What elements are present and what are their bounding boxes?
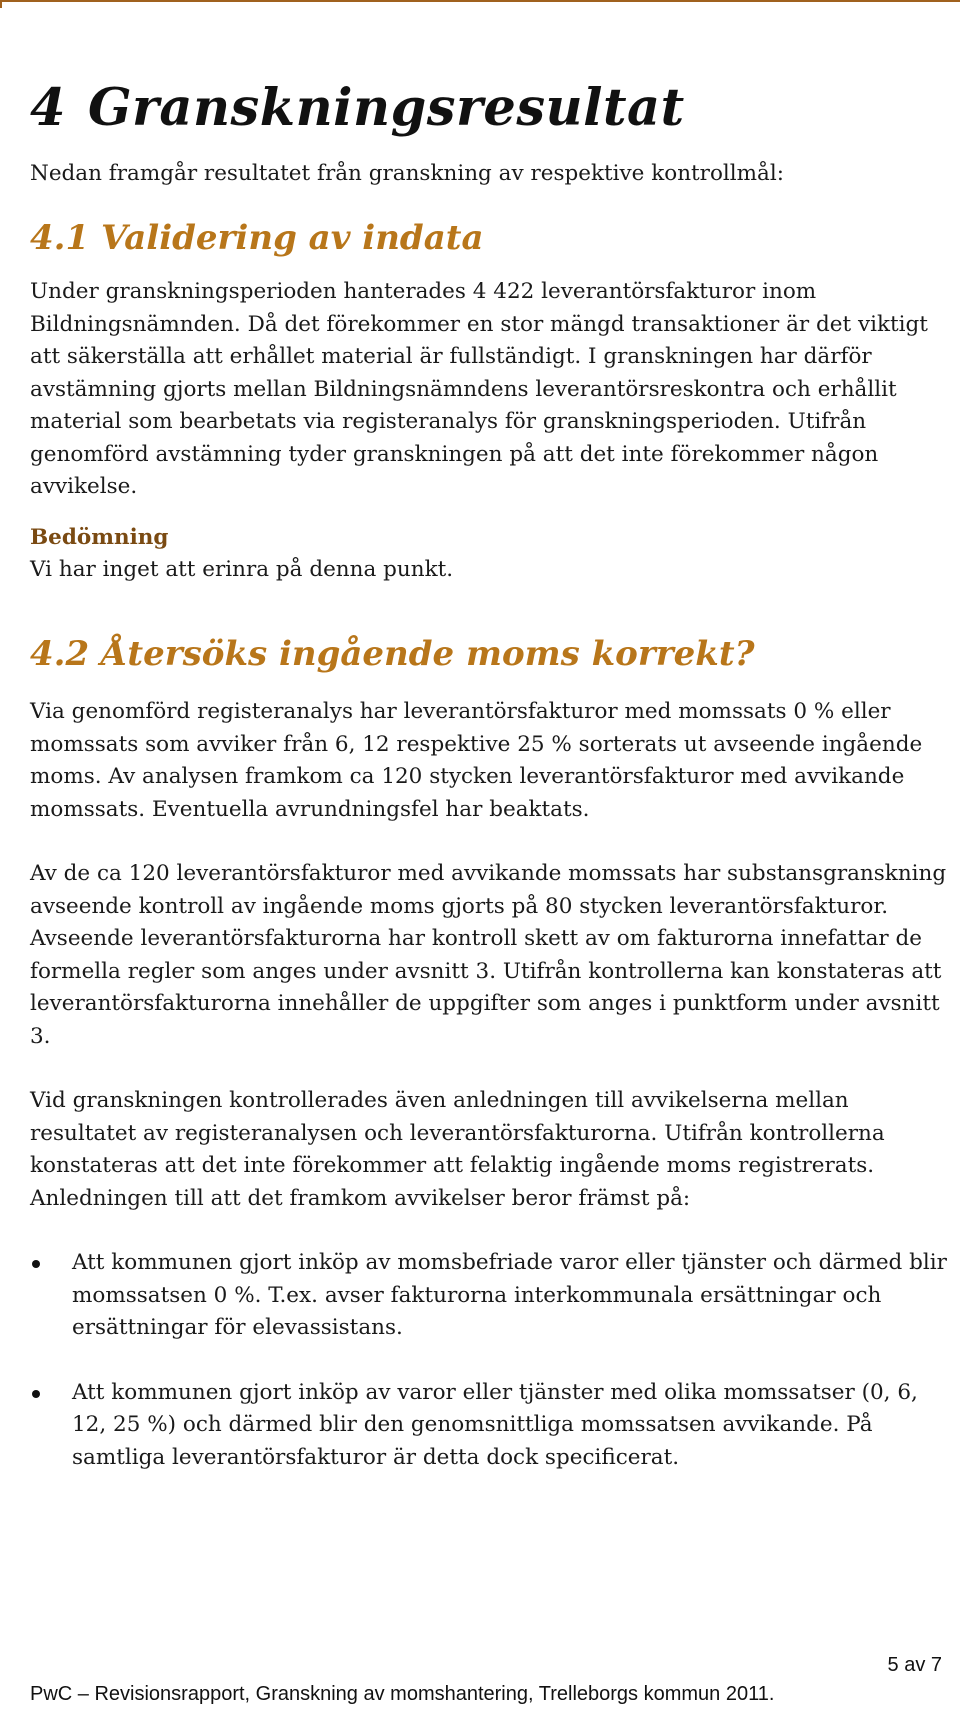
- chapter-heading: [30, 78, 950, 138]
- section-4-1-paragraph: Under granskningsperioden hanterades 4 422 leverantörsfakturor inom Bildningsnämnden. Då det förekommer en stor mängd transaktioner är det viktigt att säkerställa att erhållet material är fullständigt. I granskningen har därför avstämning gjorts mellan Bildningsnämndens leverantörsreskontra och erhållit material som bearbetats via registeranalys för granskningsperioden. Utifrån genomförd avstämning tyder granskningen på att det inte förekommer någon avvikelse.: [30, 279, 928, 499]
- section-4-2-paragraph: Vid granskningen kontrollerades även anledningen till avvikelserna mellan resultatet av registeranalysen och leverantörsfakturorna. Utifrån kontrollerna konstateras att det inte förekommer att felaktig ingående moms registrerats. Anledningen till att det framkom avvikelser beror främst på:: [30, 1088, 885, 1211]
- list-item-text: Att kommunen gjort inköp av varor eller tjänster med olika momssatser (0, 6, 12, 25 %) och därmed blir den genomsnittliga momssatsen avvikande. På samtliga leverantörsfakturor är detta dock specificerat.: [72, 1379, 918, 1470]
- reason-list: [30, 1247, 950, 1474]
- page-border-mark: [0, 0, 960, 8]
- chapter-number: 4: [30, 78, 66, 138]
- bullet-icon: [32, 1390, 40, 1398]
- section-4-1-heading: 4.1 Validering av indata: [30, 218, 484, 258]
- assessment-heading: Bedömning: [30, 524, 169, 550]
- page-number: 5 av 7: [887, 1654, 942, 1676]
- section-4-2-paragraph: Via genomförd registeranalys har leverantörsfakturor med momssats 0 % eller momssats som avviker från 6, 12 respektive 25 % sorterats ut avseende ingående moms. Av analysen framkom ca 120 stycken leverantörsfakturor med avvikande momssats. Eventuella avrundningsfel har beaktats.: [30, 699, 923, 822]
- bullet-icon: [32, 1260, 40, 1268]
- chapter-intro: Nedan framgår resultatet från granskning av respektive kontrollmål:: [30, 161, 784, 186]
- page-footer: PwC – Revisionsrapport, Granskning av momshantering, Trelleborgs kommun 2011.: [30, 1683, 775, 1705]
- section-4-2-heading: 4.2 Återsöks ingående moms korrekt?: [30, 634, 755, 674]
- list-item-text: Att kommunen gjort inköp av momsbefriade varor eller tjänster och därmed blir momssatsen 0 %. T.ex. avser fakturorna interkommunala ersättningar och ersättningar för elevassistans.: [72, 1250, 947, 1340]
- section-4-2-paragraph: Av de ca 120 leverantörsfakturor med avvikande momssats har substansgranskning avseende kontroll av ingående moms gjorts på 80 stycken leverantörsfakturor. Avseende leverantörsfakturorna har kontroll skett av om fakturorna innefattar de formella regler som anges under avsnitt 3. Utifrån kontrollerna kan konstateras att leverantörsfakturorna innehåller de uppgifter som anges i punktform under avsnitt 3.: [30, 861, 947, 1049]
- chapter-title: Granskningsresultat: [88, 78, 685, 138]
- list-item: [30, 1377, 950, 1475]
- page-content: [30, 78, 950, 1506]
- list-item: [30, 1247, 950, 1345]
- assessment-text: Vi har inget att erinra på denna punkt.: [30, 557, 454, 582]
